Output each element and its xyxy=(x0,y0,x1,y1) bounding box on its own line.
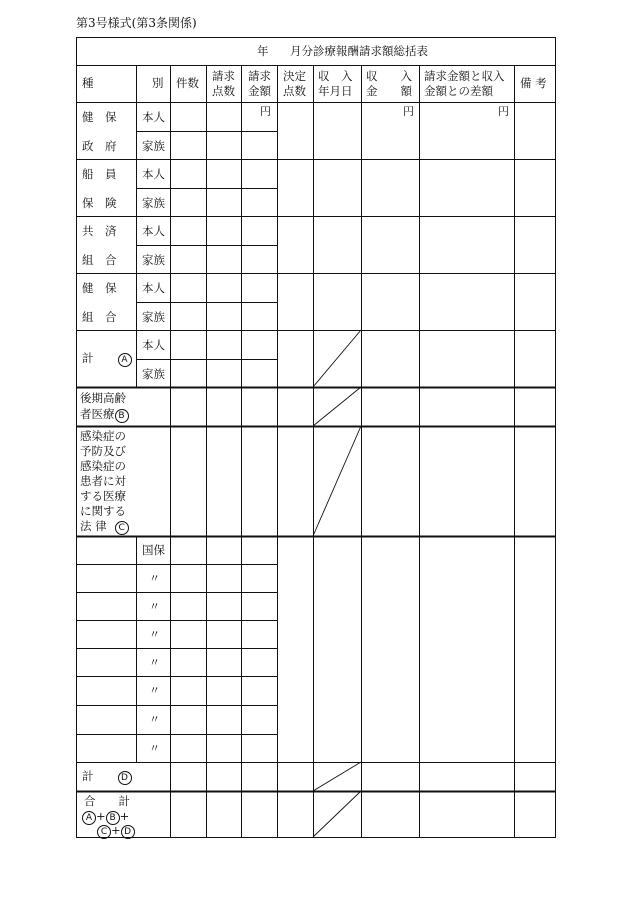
honnin-label: 本人 xyxy=(142,338,165,352)
header-receipt-date-2: 年月日 xyxy=(318,84,353,98)
insurer-label-3-line1: 共 済 xyxy=(82,224,117,238)
kazoku-label: 家族 xyxy=(142,367,165,381)
circled-c-mark: C xyxy=(97,825,111,839)
infection-line-4: 患者に対 xyxy=(80,474,126,488)
elderly-label-line2: 者医療 B xyxy=(80,407,129,423)
title-year: 年 xyxy=(257,44,269,58)
yen-claim-amount: 円 xyxy=(260,105,271,118)
grand-total-formula-line1: A + B + xyxy=(82,809,129,825)
insurer-label-3-line2: 組 合 xyxy=(82,253,117,267)
insurer-label-2-line1: 船 員 xyxy=(82,167,117,181)
infection-line-3: 感染症の xyxy=(80,459,126,473)
header-receipt-amount-1: 収 入 xyxy=(366,69,412,83)
header-decided-points-1: 決定 xyxy=(283,69,306,83)
header-difference-2: 金額との差額 xyxy=(424,84,493,98)
header-count: 件数 xyxy=(176,76,199,90)
insurer-label-2-line2: 保 険 xyxy=(82,196,117,210)
circled-d-mark: D xyxy=(118,771,132,785)
header-claim-amount-2: 金額 xyxy=(248,84,271,98)
ditto-mark: 〃 xyxy=(149,628,160,641)
insurer-label-4-line2: 組 合 xyxy=(82,310,117,324)
yen-receipt-amount: 円 xyxy=(403,105,414,118)
circled-d-mark: D xyxy=(121,825,135,839)
honnin-label: 本人 xyxy=(142,167,165,181)
yen-difference: 円 xyxy=(498,105,509,118)
header-remarks: 備 考 xyxy=(520,76,547,90)
kazoku-label: 家族 xyxy=(142,253,165,267)
elderly-label-line1: 後期高齢 xyxy=(80,391,126,405)
insurer-label-1-line2: 政 府 xyxy=(82,139,117,153)
ditto-mark: 〃 xyxy=(149,572,160,585)
kokuho-label: 国保 xyxy=(142,543,165,557)
ditto-mark: 〃 xyxy=(149,742,160,755)
ditto-mark: 〃 xyxy=(149,656,160,669)
kazoku-label: 家族 xyxy=(142,310,165,324)
ditto-mark: 〃 xyxy=(149,713,160,726)
header-claim-points-1: 請求 xyxy=(212,69,235,83)
infection-line-6: に関する xyxy=(80,504,126,518)
ditto-mark: 〃 xyxy=(149,600,160,613)
header-difference-1: 請求金額と収入 xyxy=(424,69,505,83)
circled-c-mark: C xyxy=(115,521,129,535)
honnin-label: 本人 xyxy=(142,110,165,124)
grand-total-label: 合 計 xyxy=(84,794,130,808)
infection-line-1: 感染症の xyxy=(80,429,126,443)
honnin-label: 本人 xyxy=(142,281,165,295)
infection-line-7: 法 律 C xyxy=(80,519,129,535)
header-receipt-date-1: 収 入 xyxy=(318,69,353,83)
total-d-label: 計 D xyxy=(82,769,132,785)
circled-a-mark: A xyxy=(118,353,132,367)
header-claim-points-2: 点数 xyxy=(212,84,235,98)
header-decided-points-2: 点数 xyxy=(283,84,306,98)
kazoku-label: 家族 xyxy=(142,196,165,210)
header-claim-amount-1: 請求 xyxy=(248,69,271,83)
ditto-mark: 〃 xyxy=(149,684,160,697)
header-category-1: 種 xyxy=(82,76,94,90)
insurer-label-1-line1: 健 保 xyxy=(82,110,117,124)
header-receipt-amount-2: 金 額 xyxy=(366,84,412,98)
insurer-label-4-line1: 健 保 xyxy=(82,281,117,295)
grand-total-formula-line2: C + D xyxy=(97,823,135,839)
header-category-2: 別 xyxy=(152,76,164,90)
title-text: 月分診療報酬請求額総括表 xyxy=(290,44,428,58)
form-number-label: 第3号様式(第3条関係) xyxy=(76,16,197,30)
circled-b-mark: B xyxy=(106,811,120,825)
infection-line-2: 予防及び xyxy=(80,444,126,458)
infection-line-5: する医療 xyxy=(80,489,126,503)
kazoku-label: 家族 xyxy=(142,139,165,153)
circled-a-mark: A xyxy=(82,811,96,825)
total-a-label: 計 A xyxy=(82,351,132,367)
circled-b-mark: B xyxy=(115,409,129,423)
honnin-label: 本人 xyxy=(142,224,165,238)
